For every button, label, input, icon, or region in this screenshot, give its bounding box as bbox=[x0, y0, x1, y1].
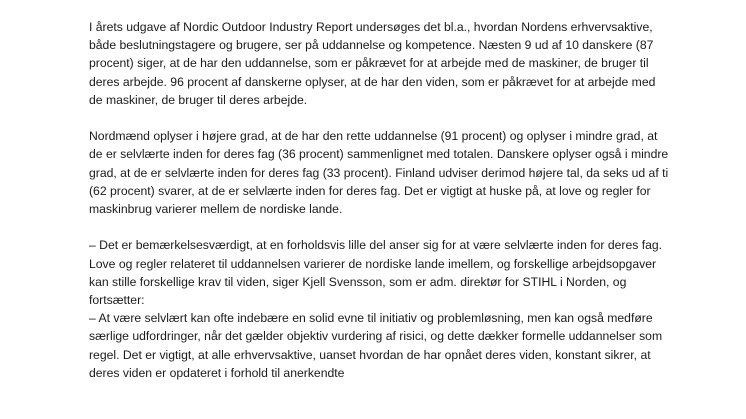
paragraph-norway-comparison: Nordmænd oplyser i højere grad, at de har den rette uddannelse (91 procent) og oplyser i mindre grad, at de er selvlærte inden for deres fag (36 procent) sammenlignet med totalen. Danskere oplyser også i mindre grad, at de er selvlærte inden for deres fag (33 procent). Finland udviser derimod højere tal, da seks ud af ti (62 procent) svarer, at de er selvlærte inden for deres fag. Det er vigtigt at huske på, at love og regler for maskinbrug varierer mellem de nordiske lande. bbox=[89, 129, 669, 217]
paragraph-quote-1: – Det er bemærkelsesværdigt, at en forholdsvis lille del anser sig for at være selvlærte inden for deres fag. Love og regler relateret til uddannelsen varierer de nordiske lande imellem, og forskellige arbejdsopgaver kan stille forskellige krav til viden, siger Kjell Svensson, som er adm. direktør for STIHL i Norden, og fortsætter: bbox=[89, 238, 663, 308]
paragraph-quote-2: – At være selvlært kan ofte indebære en solid evne til initiativ og problemløsning, men kan også medføre særlige udfordringer, når det gælder objektiv vurdering af risici, og dette dækker formelle uddannelser som regel. Det er vigtigt, at alle erhvervsaktive, uanset hvordan de har opnået deres viden, konstant sikrer, at deres viden er opdateret i forhold til anerkendte bbox=[89, 311, 663, 380]
paragraph-intro: I årets udgave af Nordic Outdoor Industry Report undersøges det bl.a., hvordan Nordens erhvervsaktive, både beslutningstagere og brugere, ser på uddannelse og kompetence. Næsten 9 ud af 10 danskere (87 procent) siger, at de har den uddannelse, som er påkrævet for at arbejde med de maskiner, de bruger til deres arbejde. 96 procent af danskerne oplyser, at de har den viden, som er påkrævet for at arbejde med de maskiner, de bruger til deres arbejde. bbox=[89, 20, 656, 107]
document-body bbox=[89, 18, 669, 382]
